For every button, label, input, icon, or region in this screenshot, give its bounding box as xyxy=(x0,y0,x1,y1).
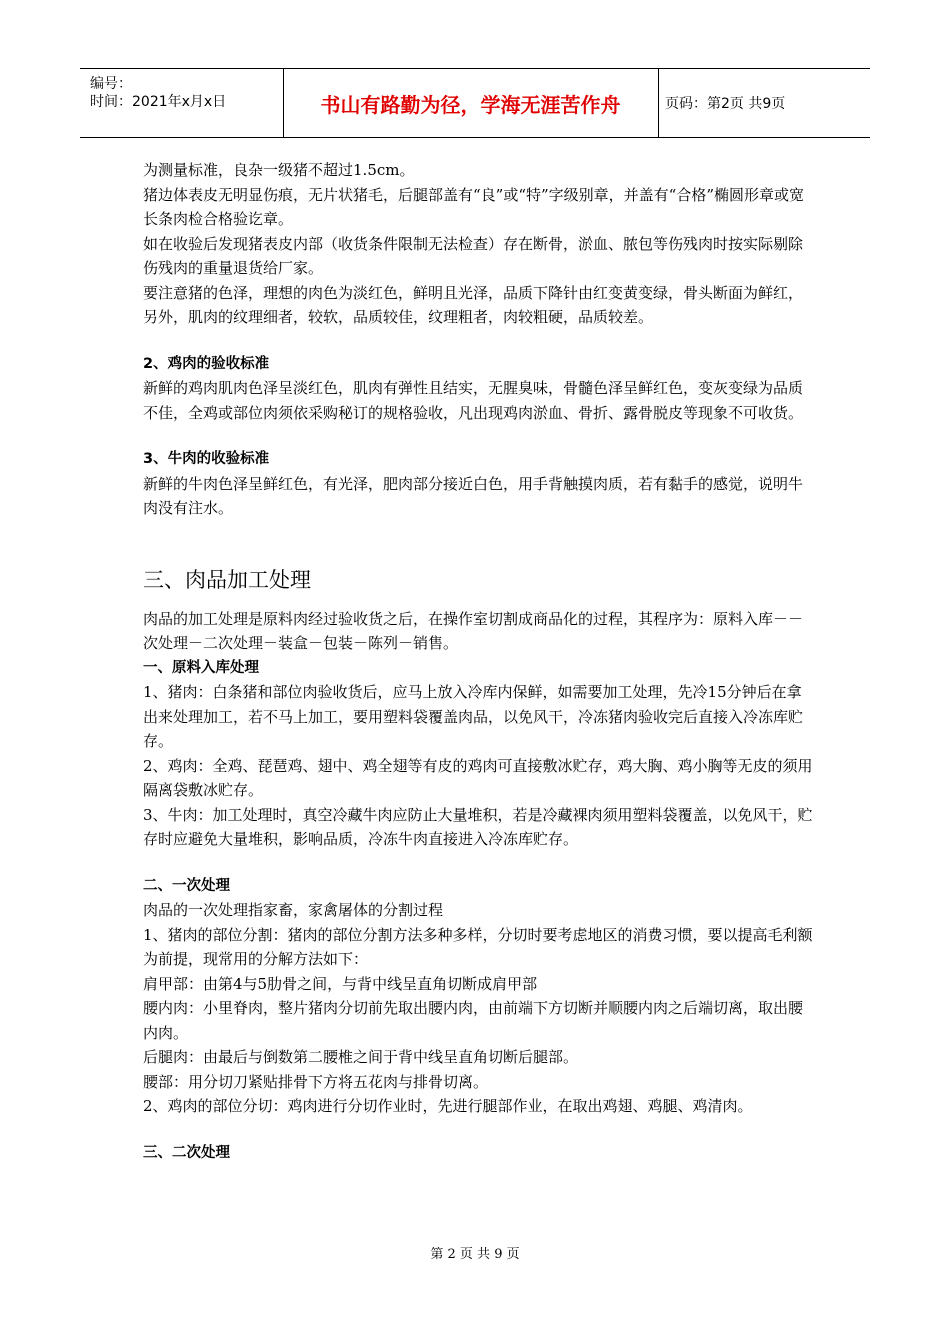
primary-processing-item: 肩甲部：由第4与5肋骨之间，与背中线呈直角切断成肩甲部 xyxy=(143,974,538,993)
storage-item: 1、猪肉：白条猪和部位肉验收货后，应马上放入冷库内保鲜，如需要加工处理，先冷15分钟后在拿出来处理加工，若不马上加工，要用塑料袋覆盖肉品，以免风干，冷冻猪肉验收完后直接入冷冻库贮存。 xyxy=(143,683,804,750)
primary-processing-item: 1、猪肉的部位分割：猪肉的部位分割方法多种多样，分切时要考虑地区的消费习惯，要以提高毛利额为前提，现常用的分解方法如下： xyxy=(143,925,813,968)
section-intro: 肉品的加工处理是原料肉经过验收货之后，在操作室切割成商品化的过程，其程序为：原料入库－－次处理－二次处理－装盒－包装－陈列－销售。 xyxy=(143,609,804,652)
pork-paragraph: 如在收验后发现猪表皮内部（收货条件限制无法检查）存在断骨，淤血、脓包等伤残肉时按实际剔除伤残肉的重量退货给厂家。 xyxy=(143,234,804,277)
primary-processing-heading: 二、一次处理 xyxy=(143,877,230,894)
chicken-standard-text: 新鲜的鸡肉肌肉色泽呈淡红色，肌肉有弹性且结实，无腥臭味，骨髓色泽呈鲜红色，变灰变绿为品质不佳，全鸡或部位肉须依采购秘订的规格验收，凡出现鸡肉淤血、骨折、露骨脱皮等现象不可收货。 xyxy=(143,379,804,422)
primary-processing-item: 后腿肉：由最后与倒数第二腰椎之间于背中线呈直角切断后腿部。 xyxy=(143,1048,579,1066)
document-number-label: 编号： xyxy=(90,76,132,92)
storage-item: 3、牛肉：加工处理时，真空冷藏牛肉应防止大量堆积，若是冷藏裸肉须用塑料袋覆盖，以免风干，贮存时应避免大量堆积，影响品质，冷冻牛肉直接进入冷冻库贮存。 xyxy=(143,805,813,848)
header-divider xyxy=(658,69,659,137)
storage-heading: 一、原料入库处理 xyxy=(143,659,259,676)
document-body xyxy=(143,158,815,1165)
page-header xyxy=(80,68,870,138)
secondary-processing-heading: 三、二次处理 xyxy=(143,1144,230,1161)
header-motto: 书山有路勤为径，学海无涯苦作舟 xyxy=(320,92,621,117)
pork-paragraph: 猪边体表皮无明显伤痕，无片状猪毛，后腿部盖有“良”或“特”字级别章，并盖有“合格”椭圆形章或宽长条肉检合格验讫章。 xyxy=(143,185,805,228)
header-page-number: 页码：第2页 共9页 xyxy=(665,96,786,112)
pork-paragraph: 要注意猪的色泽，理想的肉色为淡红色，鲜明且光泽，品质下降针由红变黄变绿，骨头断面为鲜红，另外，肌肉的纹理细者，较软，品质较佳，纹理粗者，肉较粗硬，品质较差。 xyxy=(143,283,804,326)
pork-paragraph: 为测量标准，良杂一级猪不超过1.5cm。 xyxy=(143,161,415,179)
page-footer: 第 2 页 共 9 页 xyxy=(430,1247,520,1262)
primary-processing-item: 腰内肉：小里脊肉，整片猪肉分切前先取出腰内肉，由前端下方切断并顺腰内肉之后端切离，取出腰内肉。 xyxy=(143,999,804,1042)
beef-standard-heading: 3、牛肉的收验标准 xyxy=(143,451,270,467)
primary-processing-item: 肉品的一次处理指家畜，家禽屠体的分割过程 xyxy=(143,901,444,919)
storage-item: 2、鸡肉：全鸡、琵琶鸡、翅中、鸡全翅等有皮的鸡肉可直接敷冰贮存，鸡大胸、鸡小胸等无皮的须用隔离袋敷冰贮存。 xyxy=(143,756,813,799)
primary-processing-item: 2、鸡肉的部位分切：鸡肉进行分切作业时，先进行腿部作业，在取出鸡翅、鸡腿、鸡清肉。 xyxy=(143,1097,753,1115)
primary-processing-item: 腰部：用分切刀紧贴排骨下方将五花肉与排骨切离。 xyxy=(143,1072,489,1091)
section-heading: 三、肉品加工处理 xyxy=(143,567,311,592)
document-time-label: 时间：2021年x月x日 xyxy=(90,94,227,110)
beef-standard-text: 新鲜的牛肉色泽呈鲜红色，有光泽，肥肉部分接近白色，用手背触摸肉质，若有黏手的感觉，说明牛肉没有注水。 xyxy=(143,474,804,517)
chicken-standard-heading: 2、鸡肉的验收标准 xyxy=(143,355,270,372)
header-meta xyxy=(90,75,280,111)
